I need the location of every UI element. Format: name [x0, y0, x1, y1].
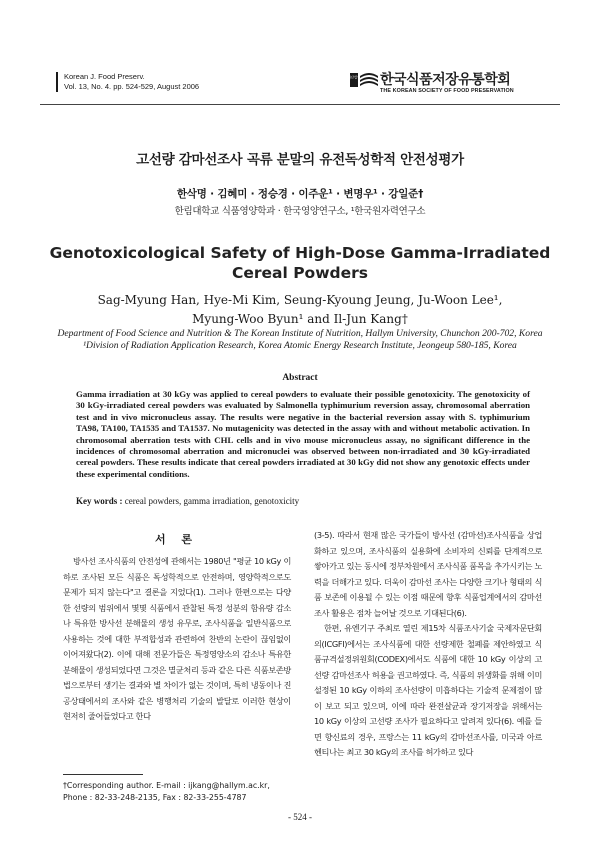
keywords-label: Key words : — [76, 496, 123, 506]
left-column — [63, 554, 291, 725]
right-column — [314, 528, 542, 761]
society-name-english: THE KOREAN SOCIETY OF FOOD PRESERVATION — [380, 88, 514, 94]
title-english-line-2: Cereal Powders — [231, 264, 369, 282]
intro-paragraph-1: 방사선 조사식품의 안전성에 관해서는 1980년 "평균 10 kGy 이하로 조사된 모든 식품은 독성학적으로 안전하며, 영양학적으로도 문제가 되지 않는다"고 결론을 지었다(1). 그러나 한편으로는 다양한 선량의 범위에서 몇몇 식품에서 관찰된 특정 성분의 함유량 감소나 특유한 방사선 분해물의 생성 유무로, 조사식품을 일반식품으로 사용하는 것에 대한 부적합성과 관련하여 찬반의 논란이 끊임없이 이어져왔다(2). 이에 대해 전문가들은 특정영양소의 감소나 특유한 분해물이 생성되었다면 그것은 멸균처리 등과 같은 다른 식품보존방법으로부터 생기는 결과와 별 차이가 없는 것이며, 특히 냉동이나 진공상태에서의 조사와 같은 병행처리 기술의 발달로 이러한 현상이 현저히 줄어들었다고 한다 — [63, 556, 291, 721]
title-english-line-1: Genotoxicological Safety of High-Dose Gamma-Irradiated — [49, 244, 551, 262]
footnote-email: †Corresponding author. E-mail : ijkang@hallym.ac.kr, — [63, 781, 270, 790]
header-divider — [40, 104, 560, 105]
keywords-text: cereal powders, gamma irradiation, genotoxicity — [124, 496, 300, 506]
authors-english-line-1: Sag-Myung Han, Hye-Mi Kim, Seung-Kyoung Jeung, Ju-Woon Lee¹, — [97, 293, 503, 307]
journal-volume: Vol. 13, No. 4. pp. 524-529, August 2006 — [64, 82, 200, 91]
title-korean: 고선량 감마선조사 곡류 분말의 유전독성학적 안전성평가 — [136, 152, 464, 168]
intro-paragraph-3: 한편, 유엔기구 주최로 열린 제15차 식품조사기술 국제자문단회의(ICGFI)에서는 조사식품에 대한 선량제한 철폐를 제안하였고 식품규격설정위원회(CODEX)에서도 식품에 대한 10 kGy 이상의 고선량 감마선조사 허용을 권고하였다. 즉, 식품의 위생화를 위해 이미 설정된 10 kGy 이하의 조사선량이 미흡하다는 기술적 문제점이 많이 보고 되고 있으며, 이에 따라 완전살균과 장기저장을 위해서는 10 kGy 이상의 고선량 조사가 필요하다고 알려져 있다(6). 예를 들면 향신료의 경우, 프랑스는 11 kGy의 감마선조사를, 미국과 아르헨티나는 최고 30 kGy의 조사를 허가하고 있다 — [314, 623, 542, 757]
intro-paragraph-2: (3-5). 따라서 현재 많은 국가들이 방사선 (감마선)조사식품을 상업화하고 있으며, 조사식품의 실용화에 소비자의 신뢰를 단계적으로 쌓아가고 있는 동시에 정부차원에서 조사식품 품목을 추가시키는 노력을 더해가고 있다. 더욱이 감마선 조사는 다양한 크기나 형태의 식품 보존에 이용될 수 있는 이점 때문에 향후 식품업계에서의 감마선 조사 활용은 점차 늘어날 것으로 기대된다(6). — [314, 530, 542, 618]
authors-english — [0, 291, 600, 328]
abstract-heading: Abstract — [282, 373, 318, 383]
footnote-divider — [63, 774, 143, 775]
footnote-phone: Phone : 82-33-248-2135, Fax : 82-33-255-4787 — [63, 792, 247, 802]
keywords — [76, 496, 536, 506]
affiliation-english-line-1: Department of Food Science and Nutrition & The Korean Institute of Nutrition, Hallym University, Chunchon 200-702, Korea — [57, 328, 543, 339]
journal-name: Korean J. Food Preserv. — [64, 72, 145, 81]
authors-english-line-2: Myung-Woo Byun¹ and Il-Jun Kang† — [192, 311, 408, 326]
journal-reference — [56, 72, 199, 92]
affiliation-english-line-2: ¹Division of Radiation Application Research, Korea Atomic Energy Research Institute, Jeongeup 580-185, Korea — [83, 339, 517, 351]
affiliation-english — [0, 328, 600, 351]
society-logo-icon — [347, 71, 378, 89]
corresponding-author-footnote — [63, 780, 293, 803]
section-title-introduction: 서 론 — [154, 533, 199, 546]
title-english — [0, 243, 600, 283]
society-logo-block — [347, 69, 540, 101]
page-number: - 524 - — [288, 812, 312, 822]
society-logo-text: 사단법인 — [347, 75, 361, 80]
abstract-text: Gamma irradiation at 30 kGy was applied to cereal powders to evaluate their possible genotoxicity. The genotoxicity of 30 kGy-irradiated cereal powders was evaluated by Salmonella typhimurium reversion assay, chromosomal aberration test and in vivo micronucleus assay. The results were negative in the bacterial reversion assay with S. typhimurium TA98, TA100, TA1535 and TA1537. No mutagenicity was detected in the assay with and without metabolic activation. In chromosomal aberration tests with CHL cells and in vivo mouse micronucleus assay, no significant difference in the incidences of chromosomal aberration and micronuclei was observed between non-irradiated and 30 kGy-irradiated cereal powders. These results indicate that cereal powders irradiated at 30 kGy did not show any genotoxic effects under these experimental conditions. — [76, 389, 530, 479]
authors-korean: 한삭명 · 김혜미 · 정승경 · 이주운¹ · 변명우¹ · 강일준† — [176, 188, 424, 200]
affiliation-korean: 한림대학교 식품영양학과 · 한국영양연구소, ¹한국원자력연구소 — [174, 206, 426, 217]
society-name-korean: 한국식품저장유통학회 — [380, 72, 511, 88]
